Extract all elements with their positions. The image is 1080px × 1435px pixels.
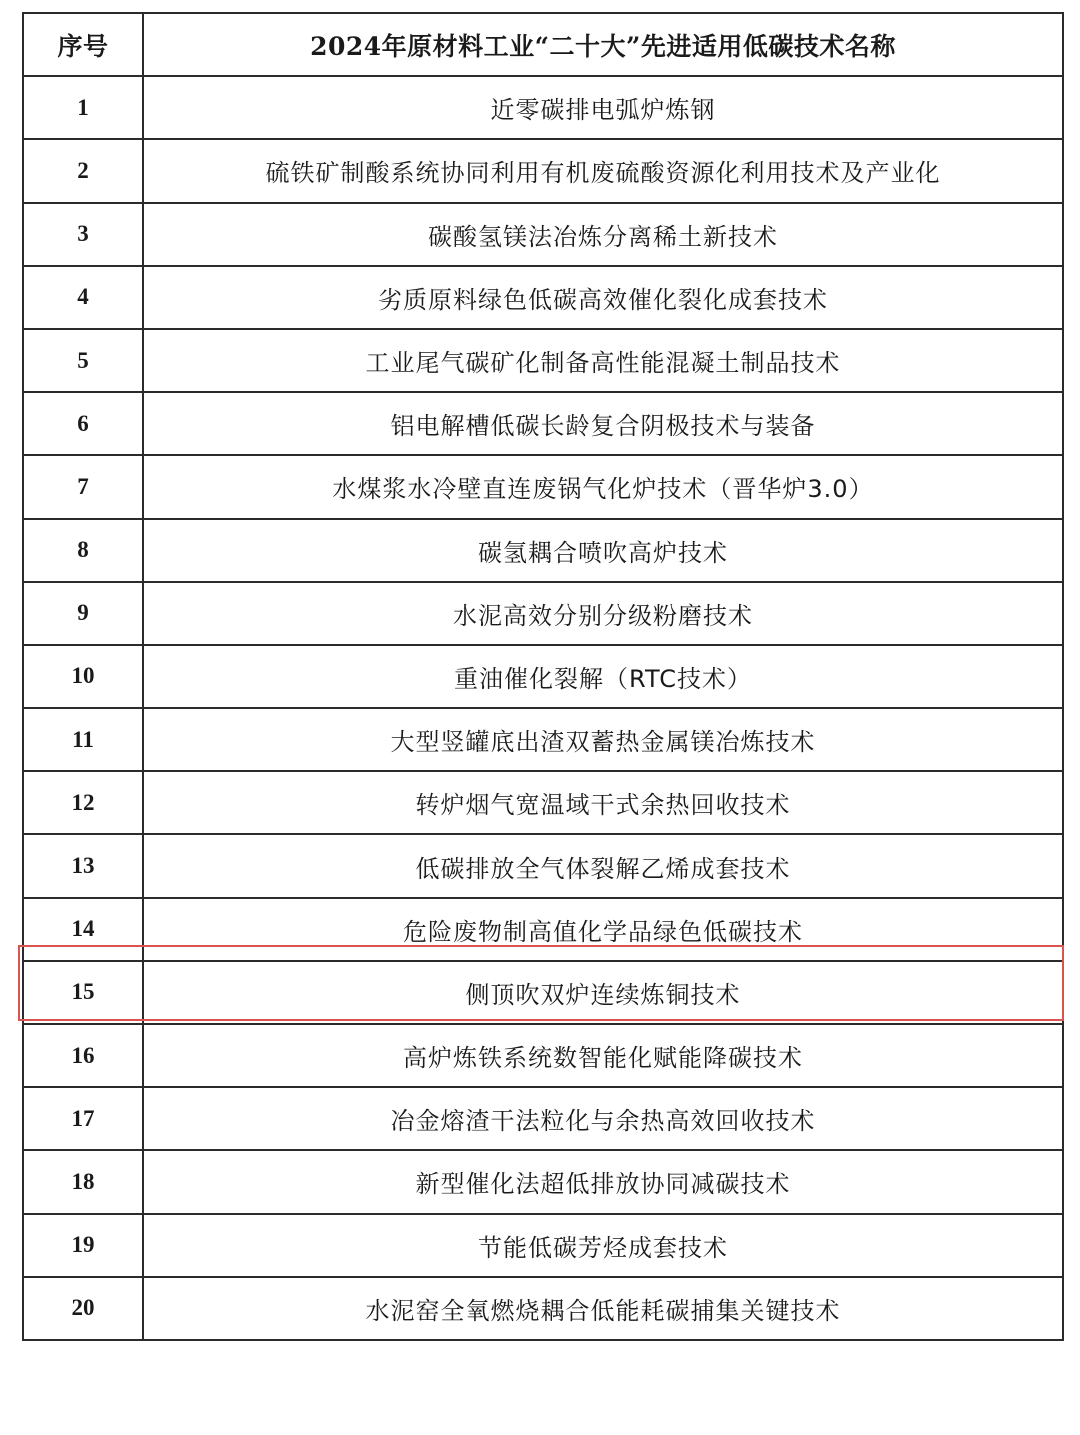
table-body: [23, 76, 1063, 1340]
row-number: 20: [23, 1277, 143, 1340]
row-number: 14: [23, 898, 143, 961]
row-number: 16: [23, 1024, 143, 1087]
technology-name: 转炉烟气宽温域干式余热回收技术: [143, 771, 1063, 834]
row-number: 5: [23, 329, 143, 392]
row-number: 15: [23, 961, 143, 1024]
table-row: [23, 266, 1063, 329]
row-number: 17: [23, 1087, 143, 1150]
technology-name: 新型催化法超低排放协同减碳技术: [143, 1150, 1063, 1213]
technology-name: 大型竖罐底出渣双蓄热金属镁冶炼技术: [143, 708, 1063, 771]
table-row: [23, 1214, 1063, 1277]
technology-name: 危险废物制高值化学品绿色低碳技术: [143, 898, 1063, 961]
table-row-highlighted: [23, 898, 1063, 961]
row-number: 13: [23, 834, 143, 897]
row-number: 7: [23, 455, 143, 518]
technology-name: 高炉炼铁系统数智能化赋能降碳技术: [143, 1024, 1063, 1087]
row-number: 6: [23, 392, 143, 455]
technology-name: 近零碳排电弧炉炼钢: [143, 76, 1063, 139]
table-row: [23, 708, 1063, 771]
technology-name: 铝电解槽低碳长龄复合阴极技术与装备: [143, 392, 1063, 455]
row-number: 4: [23, 266, 143, 329]
row-number: 18: [23, 1150, 143, 1213]
table-row: [23, 139, 1063, 202]
table-row: [23, 834, 1063, 897]
row-number: 12: [23, 771, 143, 834]
technology-name: 工业尾气碳矿化制备高性能混凝土制品技术: [143, 329, 1063, 392]
technology-name: 侧顶吹双炉连续炼铜技术: [143, 961, 1063, 1024]
table-header-row: [23, 13, 1063, 76]
row-number: 3: [23, 203, 143, 266]
row-number: 2: [23, 139, 143, 202]
technology-name: 水泥窑全氧燃烧耦合低能耗碳捕集关键技术: [143, 1277, 1063, 1340]
technology-name: 水煤浆水冷壁直连废锅气化炉技术（晋华炉3.0）: [143, 455, 1063, 518]
technology-name: 低碳排放全气体裂解乙烯成套技术: [143, 834, 1063, 897]
table-row: [23, 329, 1063, 392]
technology-name: 碳氢耦合喷吹高炉技术: [143, 519, 1063, 582]
table-row: [23, 203, 1063, 266]
table-row: [23, 645, 1063, 708]
table-row: [23, 455, 1063, 518]
technology-name: 水泥高效分别分级粉磨技术: [143, 582, 1063, 645]
row-number: 1: [23, 76, 143, 139]
technology-name: 劣质原料绿色低碳高效催化裂化成套技术: [143, 266, 1063, 329]
table-row: [23, 1087, 1063, 1150]
row-number: 8: [23, 519, 143, 582]
table-row: [23, 392, 1063, 455]
technology-name: 节能低碳芳烃成套技术: [143, 1214, 1063, 1277]
technology-table: [22, 12, 1064, 1341]
header-technology-name: 2024年原材料工业“二十大”先进适用低碳技术名称: [143, 13, 1063, 76]
table-row: [23, 961, 1063, 1024]
table-row: [23, 1150, 1063, 1213]
technology-name: 重油催化裂解（RTC技术）: [143, 645, 1063, 708]
technology-name: 硫铁矿制酸系统协同利用有机废硫酸资源化利用技术及产业化: [143, 139, 1063, 202]
technology-table-container: [22, 12, 1062, 1341]
row-number: 9: [23, 582, 143, 645]
row-number: 10: [23, 645, 143, 708]
table-row: [23, 1024, 1063, 1087]
technology-name: 冶金熔渣干法粒化与余热高效回收技术: [143, 1087, 1063, 1150]
table-row: [23, 1277, 1063, 1340]
table-row: [23, 771, 1063, 834]
row-number: 11: [23, 708, 143, 771]
technology-name: 碳酸氢镁法冶炼分离稀土新技术: [143, 203, 1063, 266]
table-row: [23, 519, 1063, 582]
table-row: [23, 76, 1063, 139]
table-row: [23, 582, 1063, 645]
row-number: 19: [23, 1214, 143, 1277]
header-serial-number: 序号: [23, 13, 143, 76]
